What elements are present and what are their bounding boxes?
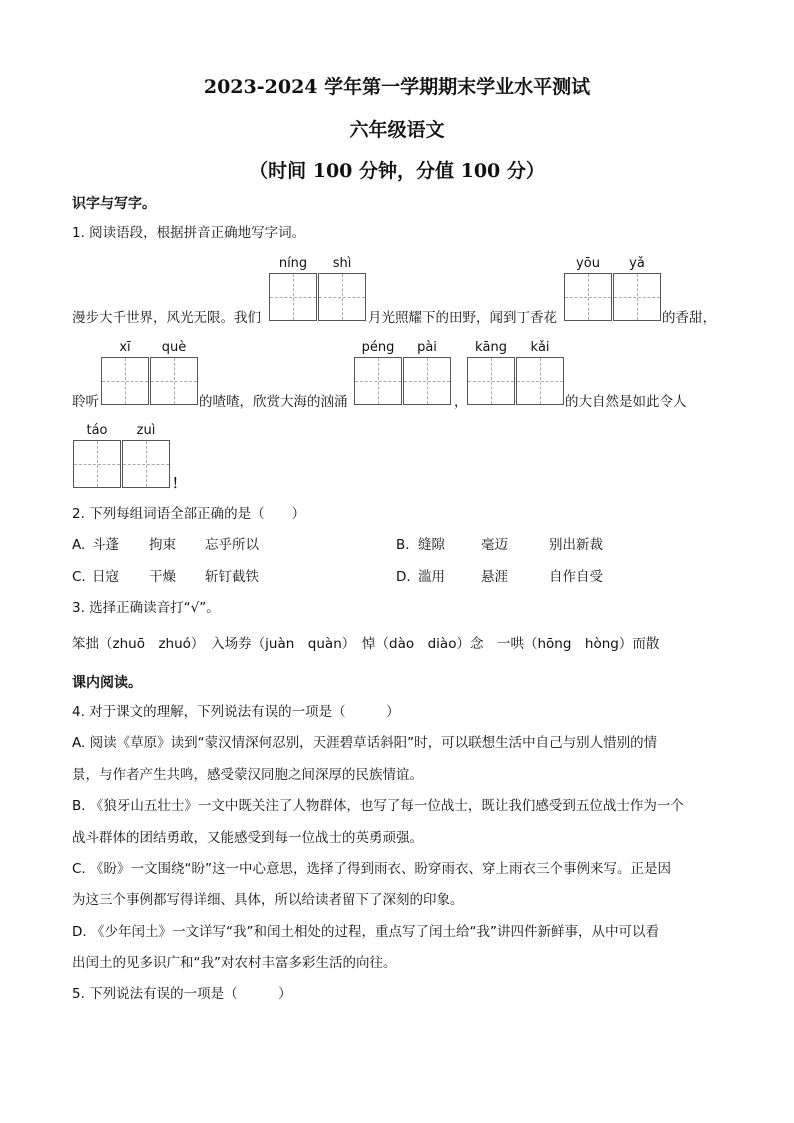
q4-option-d-line-1: D. 《少年闰土》一文详写“我”和闰土相处的过程，重点写了闰土给“我”讲四件新鲜事，从中可以看: [72, 924, 659, 940]
q4-option-c-line-1: C. 《盼》一文围绕“盼”这一中心意思，选择了得到雨衣、盼穿雨衣、穿上雨衣三个事例来写。正是因: [72, 861, 671, 877]
q2-option-b-label[interactable]: B.: [396, 537, 410, 553]
question-3-pronunciation-line: 笨拙（zhuō zhuó） 入场券（juàn quàn） 悼（dào diào）念 一哄（hōng hòng）而散: [72, 636, 660, 652]
pinyin-kang: kāng: [475, 340, 507, 355]
writing-box-kai[interactable]: [516, 357, 564, 405]
q2-option-a-label[interactable]: A.: [72, 537, 86, 553]
pinyin-tao: táo: [86, 423, 108, 438]
passage-segment-2: 月光照耀下的田野，闻到丁香花: [368, 310, 557, 326]
q4-option-c-line-2: 为这三个事例都写得详细、具体，所以给读者留下了深刻的印象。: [72, 892, 464, 908]
writing-box-xi[interactable]: [101, 357, 149, 405]
q2-option-b-word-2: 毫迈: [481, 537, 508, 553]
pinyin-xi: xī: [119, 340, 131, 355]
q2-option-d-word-1: 滥用: [418, 569, 445, 585]
q4-option-a-line-2: 景，与作者产生共鸣，感受蒙汉同胞之间深厚的民族情谊。: [72, 767, 423, 783]
q2-option-a-word-1: 斗蓬: [92, 537, 119, 553]
pinyin-peng: péng: [361, 340, 395, 355]
passage-segment-3: 的香甜，: [662, 310, 716, 326]
passage-segment-1: 漫步大千世界，风光无限。我们: [72, 310, 261, 326]
writing-box-tao[interactable]: [73, 440, 121, 488]
q2-option-c-label[interactable]: C.: [72, 569, 86, 585]
q2-option-d-word-2: 悬涯: [481, 569, 508, 585]
q2-option-c-word-1: 日寇: [92, 569, 119, 585]
pinyin-shi: shì: [332, 256, 352, 271]
exam-time-score: （时间 100 分钟，分值 100 分）: [249, 160, 545, 182]
section-title-literacy: 识字与写字。: [72, 196, 156, 212]
q4-option-d-line-2: 出闰土的见多识广和“我”对农村丰富多彩生活的向往。: [72, 955, 397, 971]
exam-title: 2023-2024 学年第一学期期末学业水平测试: [203, 76, 591, 98]
q2-option-b-word-3: 别出新裁: [549, 537, 603, 553]
writing-box-pai[interactable]: [403, 357, 451, 405]
question-5-prompt: 5. 下列说法有误的一项是（ ）: [72, 986, 292, 1002]
pinyin-you: yōu: [576, 256, 600, 271]
writing-box-ya[interactable]: [613, 273, 661, 321]
passage-segment-5: 的喳喳，欣赏大海的汹涌: [199, 394, 348, 410]
passage-segment-8: ！: [172, 476, 186, 492]
pinyin-que: què: [161, 340, 187, 355]
writing-box-you[interactable]: [564, 273, 612, 321]
question-1-prompt: 1. 阅读语段，根据拼音正确地写字词。: [72, 225, 306, 241]
q4-option-a-line-1: A. 阅读《草原》读到“蒙汉情深何忍别，天涯碧草话斜阳”时，可以联想生活中自己与别人惜别的情: [72, 735, 658, 751]
writing-box-ning[interactable]: [269, 273, 317, 321]
writing-box-kang[interactable]: [467, 357, 515, 405]
question-4-prompt: 4. 对于课文的理解，下列说法有误的一项是（ ）: [72, 704, 400, 720]
pinyin-ning: níng: [278, 256, 308, 271]
pinyin-zui: zuì: [136, 423, 156, 438]
q2-option-d-word-3: 自作自受: [549, 569, 603, 585]
q4-option-b-line-1: B. 《狼牙山五壮士》一文中既关注了人物群体，也写了每一位战士，既让我们感受到五位战士作为一个: [72, 798, 684, 814]
question-2-prompt: 2. 下列每组词语全部正确的是（ ）: [72, 506, 306, 522]
writing-box-peng[interactable]: [354, 357, 402, 405]
q2-option-b-word-1: 缝隙: [418, 537, 445, 553]
q2-option-a-word-2: 拘束: [149, 537, 176, 553]
q2-option-c-word-3: 斩钉截铁: [205, 569, 259, 585]
passage-segment-4: 聆听: [72, 394, 99, 410]
question-3-prompt: 3. 选择正确读音打“√”。: [72, 600, 220, 616]
passage-segment-6: ，: [454, 394, 468, 410]
section-title-reading: 课内阅读。: [72, 675, 142, 691]
pinyin-kai: kǎi: [530, 340, 550, 355]
q2-option-c-word-2: 干燥: [149, 569, 176, 585]
grade-subject: 六年级语文: [349, 119, 445, 141]
q4-option-b-line-2: 战斗群体的团结勇敢，又能感受到每一位战士的英勇顽强。: [72, 830, 423, 846]
writing-box-shi[interactable]: [318, 273, 366, 321]
q2-option-a-word-3: 忘乎所以: [205, 537, 259, 553]
writing-box-zui[interactable]: [122, 440, 170, 488]
passage-segment-7: 的大自然是如此令人: [565, 394, 687, 410]
pinyin-pai: pài: [417, 340, 437, 355]
pinyin-ya: yǎ: [629, 256, 645, 271]
q2-option-d-label[interactable]: D.: [396, 569, 411, 585]
writing-box-que[interactable]: [150, 357, 198, 405]
